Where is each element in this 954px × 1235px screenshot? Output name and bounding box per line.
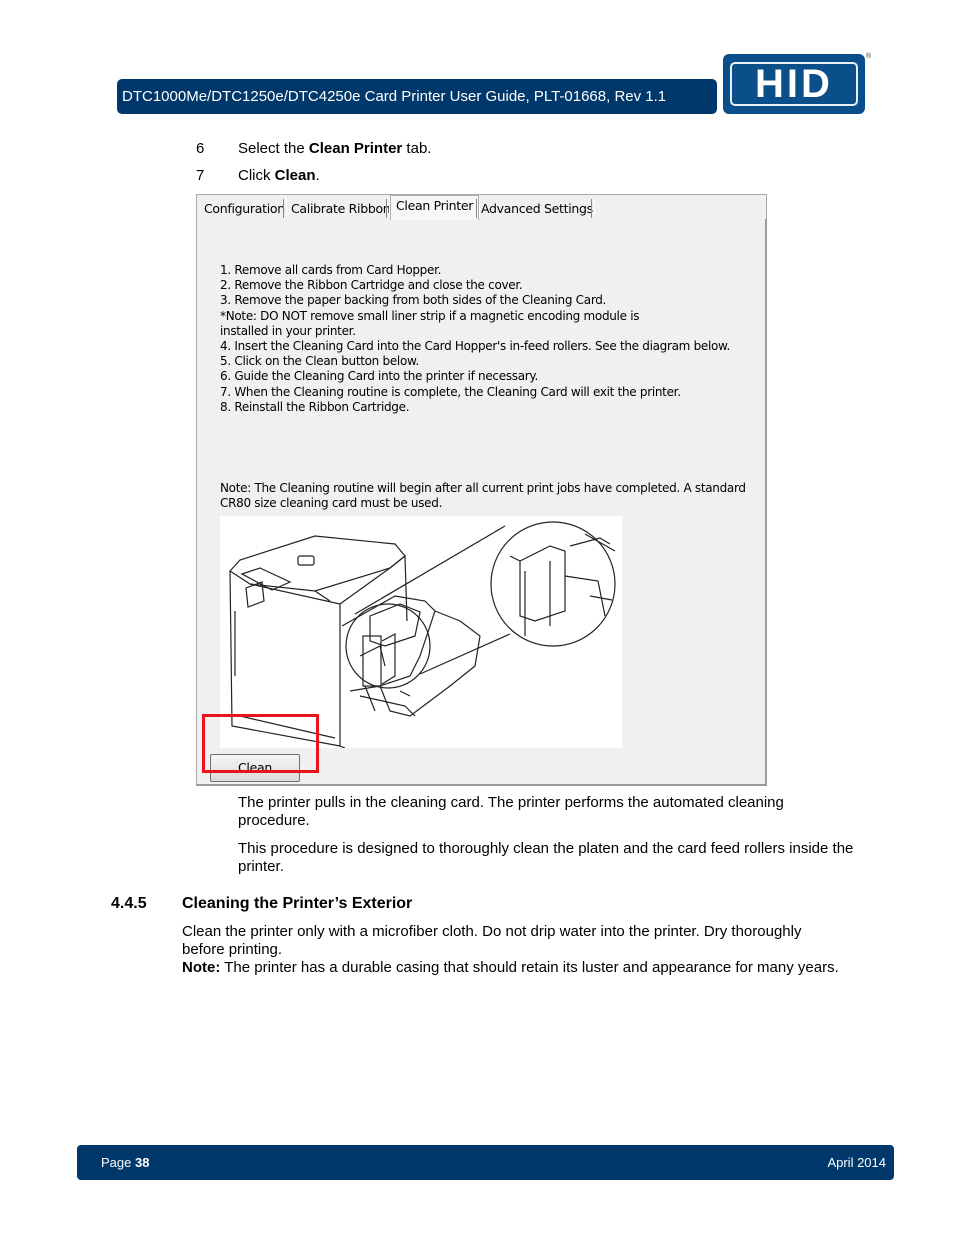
printer-settings-dialog (196, 194, 767, 786)
step-6 (196, 140, 796, 158)
registered-mark: ® (866, 53, 872, 60)
document-footer (77, 1145, 894, 1180)
clean-button-highlight (202, 714, 319, 773)
note-line: CR80 size cleaning card must be used. (220, 496, 443, 511)
instruction-line: 3. Remove the paper backing from both sides of the Cleaning Card. (220, 293, 607, 308)
instruction-line: 1. Remove all cards from Card Hopper. (220, 263, 442, 277)
cleaning-instructions (220, 263, 750, 415)
instruction-line: 6. Guide the Cleaning Card into the printer if necessary. (220, 369, 539, 384)
note-label: Note: (182, 959, 221, 976)
note-text: The printer has a durable casing that should retain its luster and appearance for many years. (220, 959, 839, 976)
page-number: 38 (134, 1155, 150, 1170)
tab-clean-printer[interactable]: Clean Printer (390, 195, 479, 220)
instruction-line: 4. Insert the Cleaning Card into the Card Hopper's in-feed rollers. See the diagram below. (220, 339, 730, 354)
instruction-line: 7. When the Cleaning routine is complete, the Cleaning Card will exit the printer. (220, 384, 681, 399)
paragraph-procedure-design: This procedure is designed to thoroughly clean the platen and the card feed rollers inside the printer. (238, 840, 854, 875)
section-title: Cleaning the Printer’s Exterior (182, 895, 413, 912)
step-text: Select the Clean Printer tab. (238, 140, 432, 157)
clean-button[interactable]: Clean (210, 754, 300, 782)
cleaning-note (220, 481, 760, 511)
clean-printer-panel (197, 219, 767, 786)
paragraph-cleaning-procedure: The printer pulls in the cleaning card. The printer performs the automated cleaning procedure. (238, 794, 784, 829)
hid-logo-text: HID (730, 62, 858, 106)
step-number: 6 (196, 140, 205, 157)
instruction-line: 5. Click on the Clean button below. (220, 354, 419, 369)
instruction-line: installed in your printer. (220, 323, 356, 338)
tab-calibrate-ribbon[interactable]: Calibrate Ribbon (291, 201, 391, 216)
step-text: Click Clean. (238, 167, 320, 184)
tab-configuration[interactable]: Configuration (204, 201, 285, 216)
instruction-line: 2. Remove the Ribbon Cartridge and close the cover. (220, 278, 523, 293)
section-body: Clean the printer only with a microfiber cloth. Do not drip water into the printer. Dry thoroughly before printing. (182, 923, 802, 958)
instruction-line: 8. Reinstall the Ribbon Cartridge. (220, 399, 410, 414)
page-indicator: Page 38 (101, 1155, 150, 1170)
document-header-title (117, 79, 717, 114)
footer-date: April 2014 (827, 1155, 886, 1170)
header-title-text: DTC1000Me/DTC1250e/DTC4250e Card Printer User Guide, PLT-01668, Rev 1.1 (122, 88, 667, 105)
note-line: Note: The Cleaning routine will begin after all current print jobs have completed. A standard (220, 481, 746, 495)
hid-logo (723, 54, 865, 114)
instruction-line: *Note: DO NOT remove small liner strip if a magnetic encoding module is (220, 308, 640, 323)
step-number: 7 (196, 167, 205, 184)
section-number: 4.4.5 (111, 895, 147, 912)
step-7 (196, 167, 796, 185)
section-note (182, 959, 882, 977)
tab-advanced-settings[interactable]: Advanced Settings (481, 201, 593, 216)
